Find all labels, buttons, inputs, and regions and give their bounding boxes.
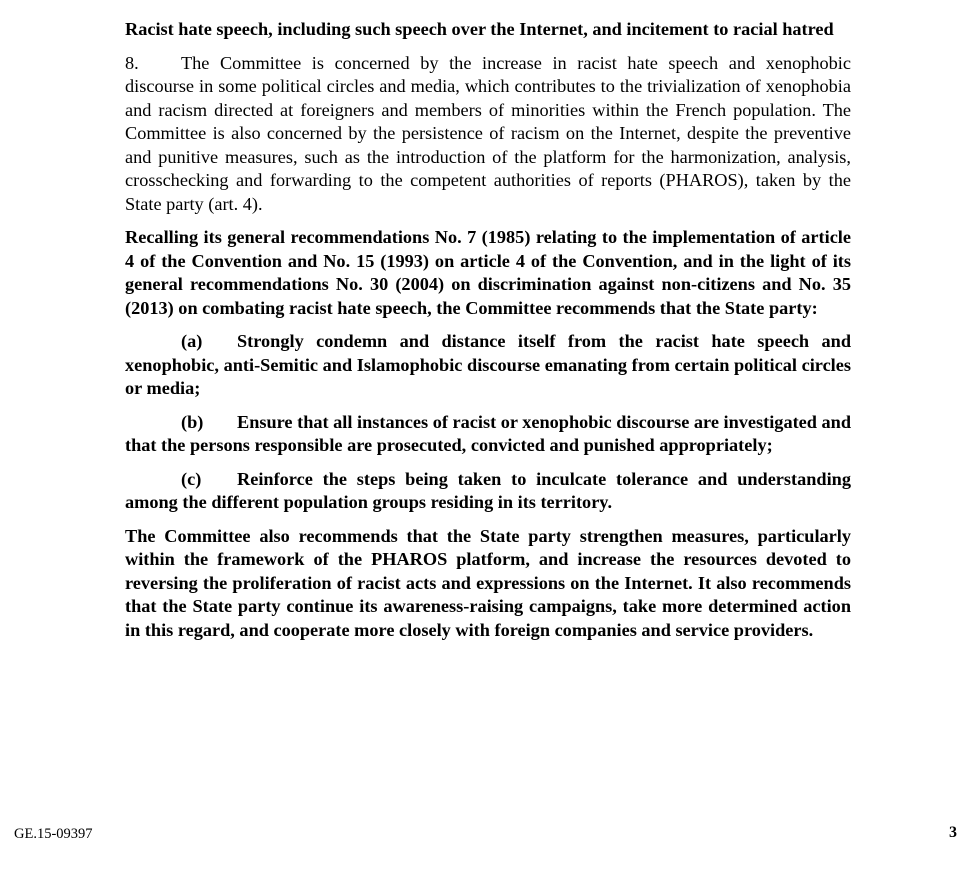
item-text: Ensure that all instances of racist or xenophobic discourse are investigated and that the persons responsible are prosecuted, convicted and punished appropriately;	[125, 411, 851, 455]
paragraph-8-text: The Committee is concerned by the increase in racist hate speech and xenophobic discourse in some political circles and media, which contributes to the trivialization of xenophobia and racism directed at foreigners and members of minorities within the French population. The Committee is also concerned by the persistence of racism on the Internet, despite the preventive and punitive measures, such as the introduction of the platform for the harmonization, analysis, crosschecking and forwarding to the competent authorities of reports (PHAROS), taken by the State party (art. 4).	[125, 52, 851, 214]
recommendation-intro: Recalling its general recommendations No. 7 (1985) relating to the implementation of article 4 of the Convention and No. 15 (1993) on article 4 of the Convention, and in the light of its general recommendations No. 30 (2004) on discrimination against non-citizens and No. 35 (2013) on combating racist hate speech, the Committee recommends that the State party:	[125, 227, 851, 318]
recommendation-item-a	[125, 330, 851, 401]
item-letter: (c)	[181, 468, 202, 489]
document-body	[125, 18, 851, 652]
recommendation-item-b	[125, 411, 851, 458]
item-letter: (b)	[181, 411, 204, 432]
section-heading: Racist hate speech, including such speech over the Internet, and incitement to racial hatred	[125, 19, 834, 39]
item-letter: (a)	[181, 331, 203, 351]
paragraph-number: 8.	[125, 52, 139, 73]
page-number: 3	[949, 824, 957, 841]
paragraph-8	[125, 52, 851, 217]
item-text: Strongly condemn and distance itself from the racist hate speech and xenophobic, anti-Semitic and Islamophobic discourse emanating from certain political circles or media;	[125, 331, 851, 398]
document-symbol: GE.15-09397	[14, 826, 93, 842]
recommendation-closing: The Committee also recommends that the State party strengthen measures, particularly within the framework of the PHAROS platform, and increase the resources devoted to reversing the proliferation of racist acts and expressions on the Internet. It also recommends that the State party continue its awareness-raising campaigns, take more determined action in this regard, and cooperate more closely with foreign companies and service providers.	[125, 525, 851, 640]
recommendation-item-c	[125, 468, 851, 515]
item-text: Reinforce the steps being taken to inculcate tolerance and understanding among the different population groups residing in its territory.	[125, 468, 851, 512]
